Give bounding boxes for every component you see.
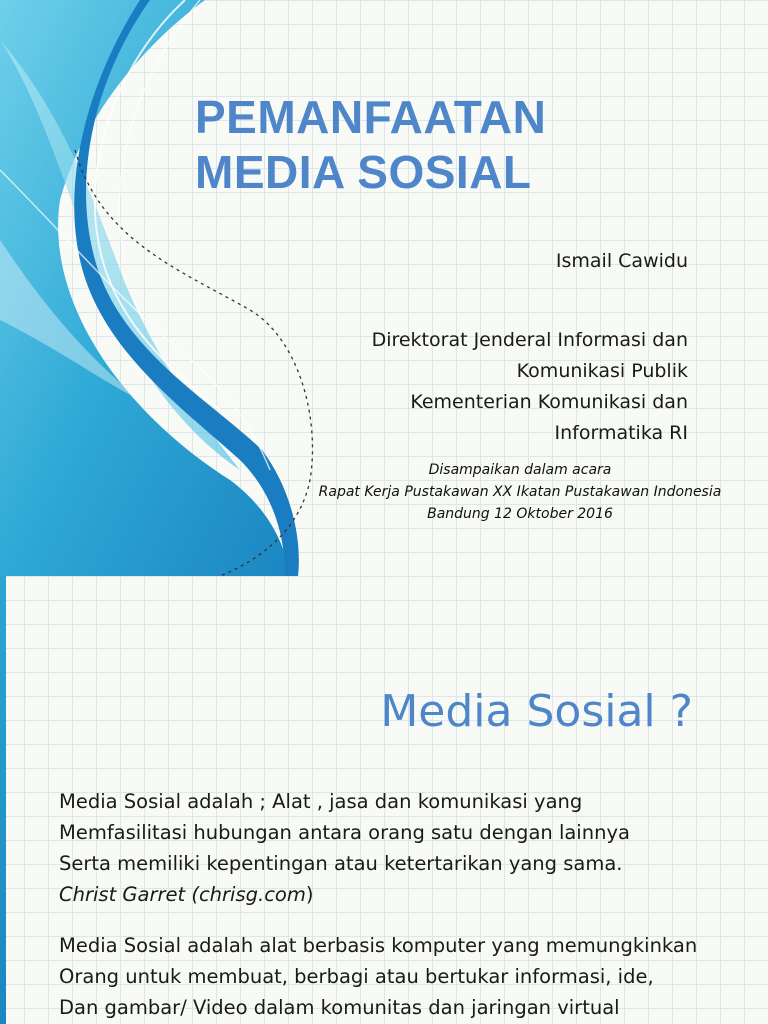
org-line: Kementerian Komunikasi dan	[410, 391, 688, 413]
organization-block	[372, 325, 688, 449]
attribution-name: Christ Garret (chrisg.com	[59, 883, 306, 906]
paragraph-line: Media Sosial adalah alat berbasis komputer yang memungkinkan	[59, 934, 698, 957]
definition-paragraph-1	[59, 786, 630, 910]
event-line: Rapat Kerja Pustakawan XX Ikatan Pustakawan Indonesia	[318, 484, 722, 500]
paragraph-line: Media Sosial adalah ; Alat , jasa dan komunikasi yang	[59, 790, 583, 813]
author-name: Ismail Cawidu	[555, 250, 688, 272]
paragraph-line: Serta memiliki kepentingan atau ketertarikan yang sama.	[59, 852, 623, 875]
definition-paragraph-2	[59, 930, 697, 1023]
page-title	[195, 90, 546, 200]
event-info	[250, 459, 768, 525]
title-line-2: MEDIA SOSIAL	[195, 146, 532, 198]
event-line: Bandung 12 Oktober 2016	[427, 506, 613, 522]
org-line: Komunikasi Publik	[516, 360, 688, 382]
org-line: Informatika RI	[554, 422, 688, 444]
paragraph-line: Dan gambar/ Video dalam komunitas dan jaringan virtual	[59, 996, 620, 1019]
title-line-1: PEMANFAATAN	[195, 91, 547, 143]
event-line: Disampaikan dalam acara	[428, 462, 612, 478]
paragraph-line: Orang untuk membuat, berbagi atau bertukar informasi, ide,	[59, 965, 654, 988]
attribution-close: )	[305, 883, 314, 906]
slide-edge-accent	[0, 576, 6, 1024]
paragraph-line: Memfasilitasi hubungan antara orang satu dengan lainnya	[59, 821, 630, 844]
slide-title: Media Sosial ?	[380, 686, 693, 737]
attribution	[59, 879, 630, 910]
org-line: Direktorat Jenderal Informasi dan	[371, 329, 688, 351]
definition-slide	[0, 576, 768, 1024]
